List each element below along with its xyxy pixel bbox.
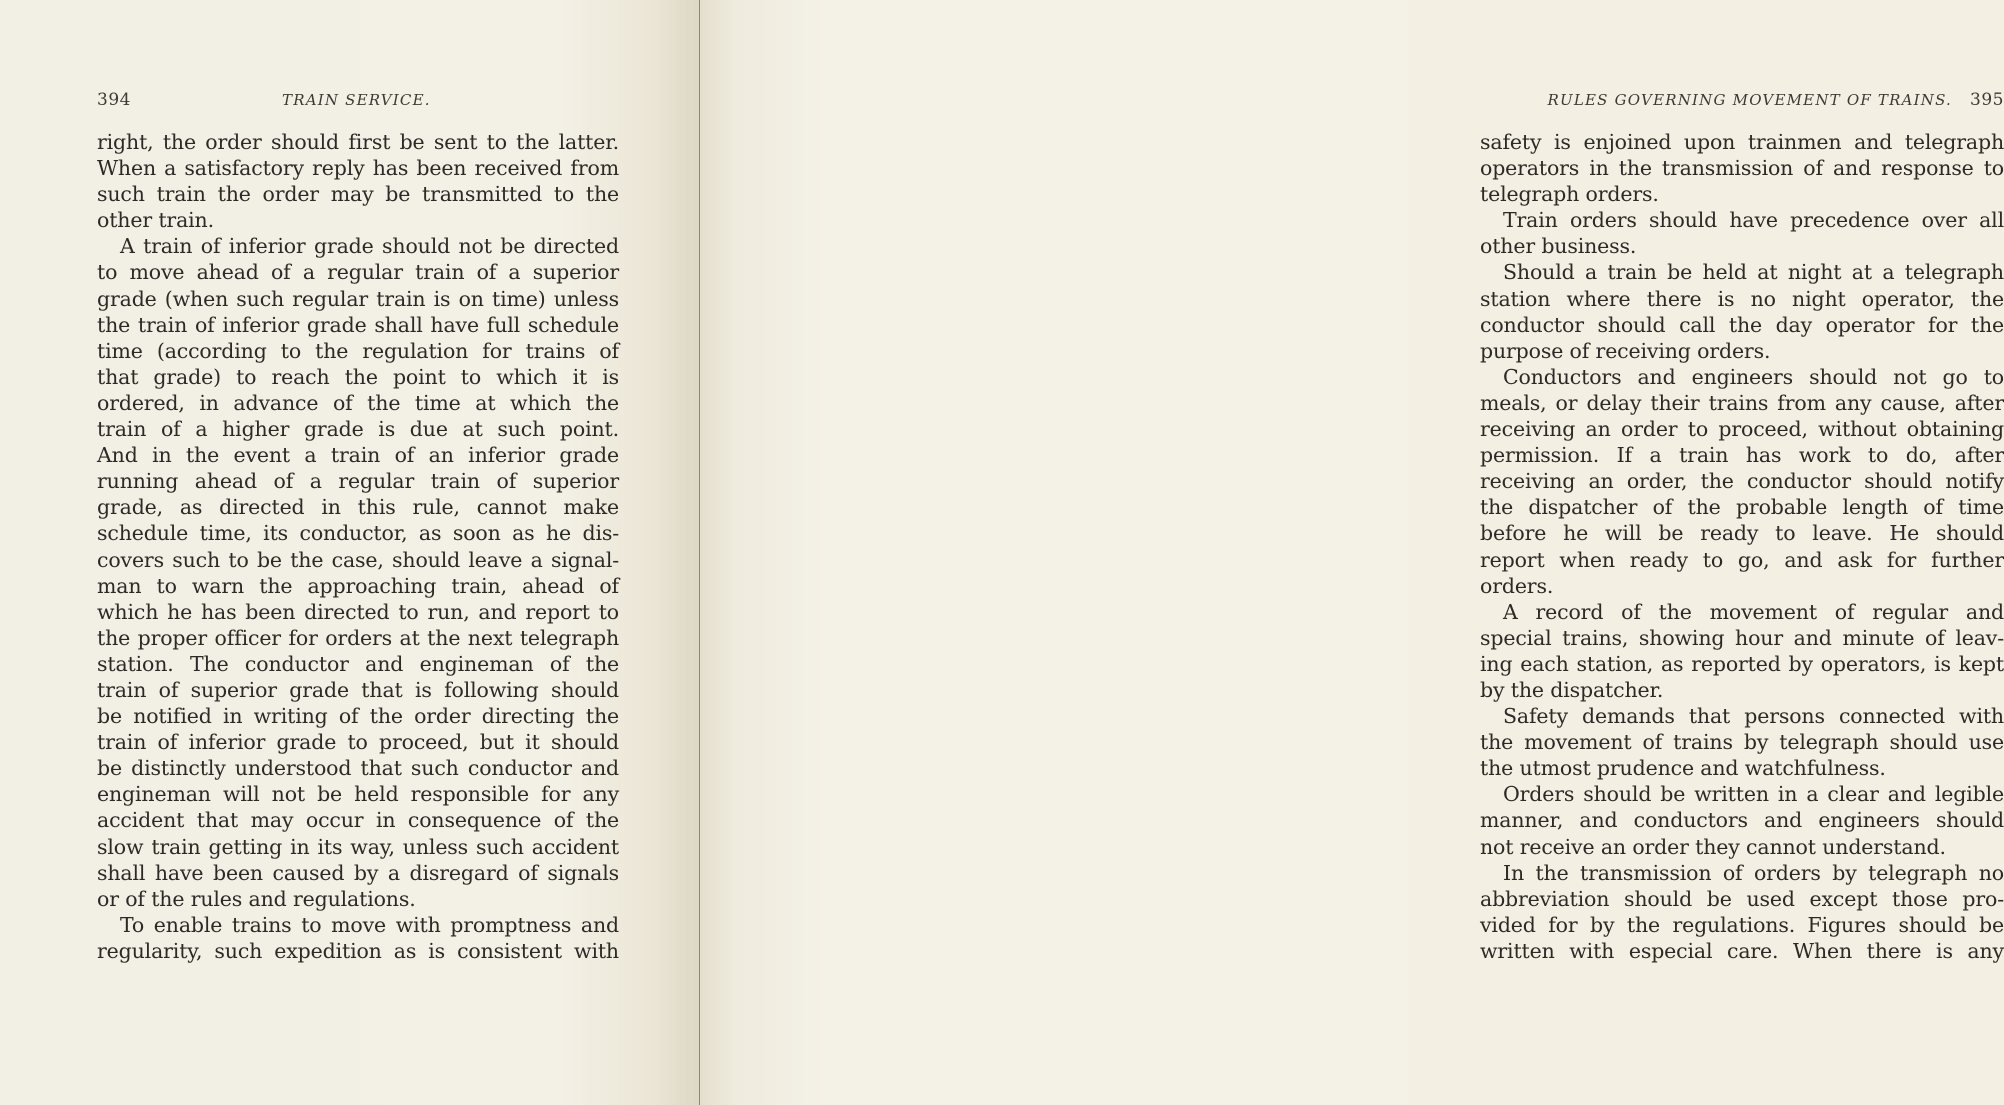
text-line: covers such to be the case, should leave a signal- bbox=[97, 547, 619, 572]
text-line: orders. bbox=[1480, 573, 1554, 598]
text-line: meals, or delay their trains from any cause, after bbox=[1480, 390, 2004, 415]
text-line: regularity, such expedition as is consistent with bbox=[97, 938, 619, 963]
text-line: the movement of trains by telegraph should use bbox=[1480, 730, 2004, 755]
text-line: special trains, showing hour and minute of leav- bbox=[1480, 625, 2004, 650]
text-line: When a satisfactory reply has been received from bbox=[97, 156, 619, 181]
text-line: report when ready to go, and ask for further bbox=[1480, 547, 2004, 572]
text-line: Conductors and engineers should not go to bbox=[1503, 364, 2004, 389]
text-line: And in the event a train of an inferior grade bbox=[97, 443, 619, 468]
text-line: train of superior grade that is following should bbox=[97, 677, 619, 702]
text-line: vided for by the regulations. Figures should be bbox=[1480, 912, 2004, 937]
right-running-head bbox=[1480, 88, 2004, 112]
text-line: safety is enjoined upon trainmen and telegraph bbox=[1480, 130, 2004, 154]
text-line: by the dispatcher. bbox=[1480, 677, 1664, 702]
text-line: time (according to the regulation for trains of bbox=[97, 338, 619, 363]
text-line: be notified in writing of the order directing the bbox=[97, 704, 619, 729]
text-line: shall have been caused by a disregard of signals bbox=[97, 860, 619, 885]
text-line: In the transmission of orders by telegraph no bbox=[1503, 860, 2004, 885]
text-line: Safety demands that persons connected with bbox=[1503, 704, 2004, 729]
text-line: the dispatcher of the probable length of time bbox=[1480, 495, 2004, 520]
text-line: Should a train be held at night at a telegraph bbox=[1503, 260, 2004, 285]
text-line: written with especial care. When there is any bbox=[1480, 938, 2004, 963]
text-line: A record of the movement of regular and bbox=[1503, 599, 2004, 624]
page-number: 394 bbox=[97, 90, 131, 110]
text-line: Train orders should have precedence over all bbox=[1503, 208, 2004, 233]
text-line: right, the order should first be sent to the latter. bbox=[97, 130, 619, 154]
text-line: conductor should call the day operator for the bbox=[1480, 312, 2004, 337]
text-line: the utmost prudence and watchfulness. bbox=[1480, 756, 1886, 781]
text-line: accident that may occur in consequence of the bbox=[97, 808, 619, 833]
text-line: receiving an order, the conductor should notify bbox=[1480, 469, 2004, 494]
left-running-head bbox=[97, 88, 619, 112]
left-page-body bbox=[97, 129, 619, 964]
text-line: train of inferior grade to proceed, but it should bbox=[97, 730, 619, 755]
text-line: before he will be ready to leave. He should bbox=[1480, 521, 2004, 546]
text-line: ordered, in advance of the time at which the bbox=[97, 390, 619, 415]
text-line: receiving an order to proceed, without obtaining bbox=[1480, 417, 2004, 442]
text-line: such train the order may be transmitted to the bbox=[97, 182, 619, 207]
text-line: man to warn the approaching train, ahead of bbox=[97, 573, 619, 598]
text-line: grade (when such regular train is on time) unless bbox=[97, 286, 619, 311]
text-line: train of a higher grade is due at such point. bbox=[97, 417, 619, 442]
text-line: purpose of receiving orders. bbox=[1480, 338, 1771, 363]
page-number: 395 bbox=[1970, 90, 2004, 110]
left-page bbox=[0, 0, 700, 1105]
text-line: To enable trains to move with promptness and bbox=[120, 912, 619, 937]
text-line: be distinctly understood that such conductor and bbox=[97, 756, 619, 781]
text-line: or of the rules and regulations. bbox=[97, 886, 416, 911]
text-line: manner, and conductors and engineers should bbox=[1480, 808, 2004, 833]
text-line: schedule time, its conductor, as soon as he dis- bbox=[97, 521, 619, 546]
text-line: running ahead of a regular train of superior bbox=[97, 469, 619, 494]
text-line: other business. bbox=[1480, 234, 1637, 259]
text-line: to move ahead of a regular train of a superior bbox=[97, 260, 619, 285]
text-line: operators in the transmission of and response to bbox=[1480, 156, 2004, 181]
text-line: the proper officer for orders at the next telegraph bbox=[97, 625, 619, 650]
text-line: slow train getting in its way, unless such accident bbox=[97, 834, 619, 859]
text-line: station. The conductor and engineman of the bbox=[97, 651, 619, 676]
text-line: telegraph orders. bbox=[1480, 182, 1659, 207]
text-line: abbreviation should be used except those pro- bbox=[1480, 886, 2004, 911]
text-line: not receive an order they cannot understand. bbox=[1480, 834, 1946, 859]
text-line: the train of inferior grade shall have full schedule bbox=[97, 312, 619, 337]
right-page-body bbox=[1480, 129, 2004, 964]
text-line: that grade) to reach the point to which it is bbox=[97, 364, 619, 389]
text-line: station where there is no night operator, the bbox=[1480, 286, 2004, 311]
running-title: TRAIN SERVICE. bbox=[282, 91, 431, 109]
text-line: grade, as directed in this rule, cannot make bbox=[97, 495, 619, 520]
text-line: A train of inferior grade should not be directed bbox=[120, 234, 619, 259]
text-line: permission. If a train has work to do, after bbox=[1480, 443, 2004, 468]
text-line: other train. bbox=[97, 208, 214, 233]
text-line: engineman will not be held responsible for any bbox=[97, 782, 619, 807]
text-line: Orders should be written in a clear and legible bbox=[1503, 782, 2004, 807]
right-page bbox=[700, 0, 2004, 1105]
text-line: which he has been directed to run, and report to bbox=[97, 599, 619, 624]
running-title: RULES GOVERNING MOVEMENT OF TRAINS. bbox=[1547, 91, 1952, 109]
text-line: ing each station, as reported by operators, is kept bbox=[1480, 651, 2004, 676]
